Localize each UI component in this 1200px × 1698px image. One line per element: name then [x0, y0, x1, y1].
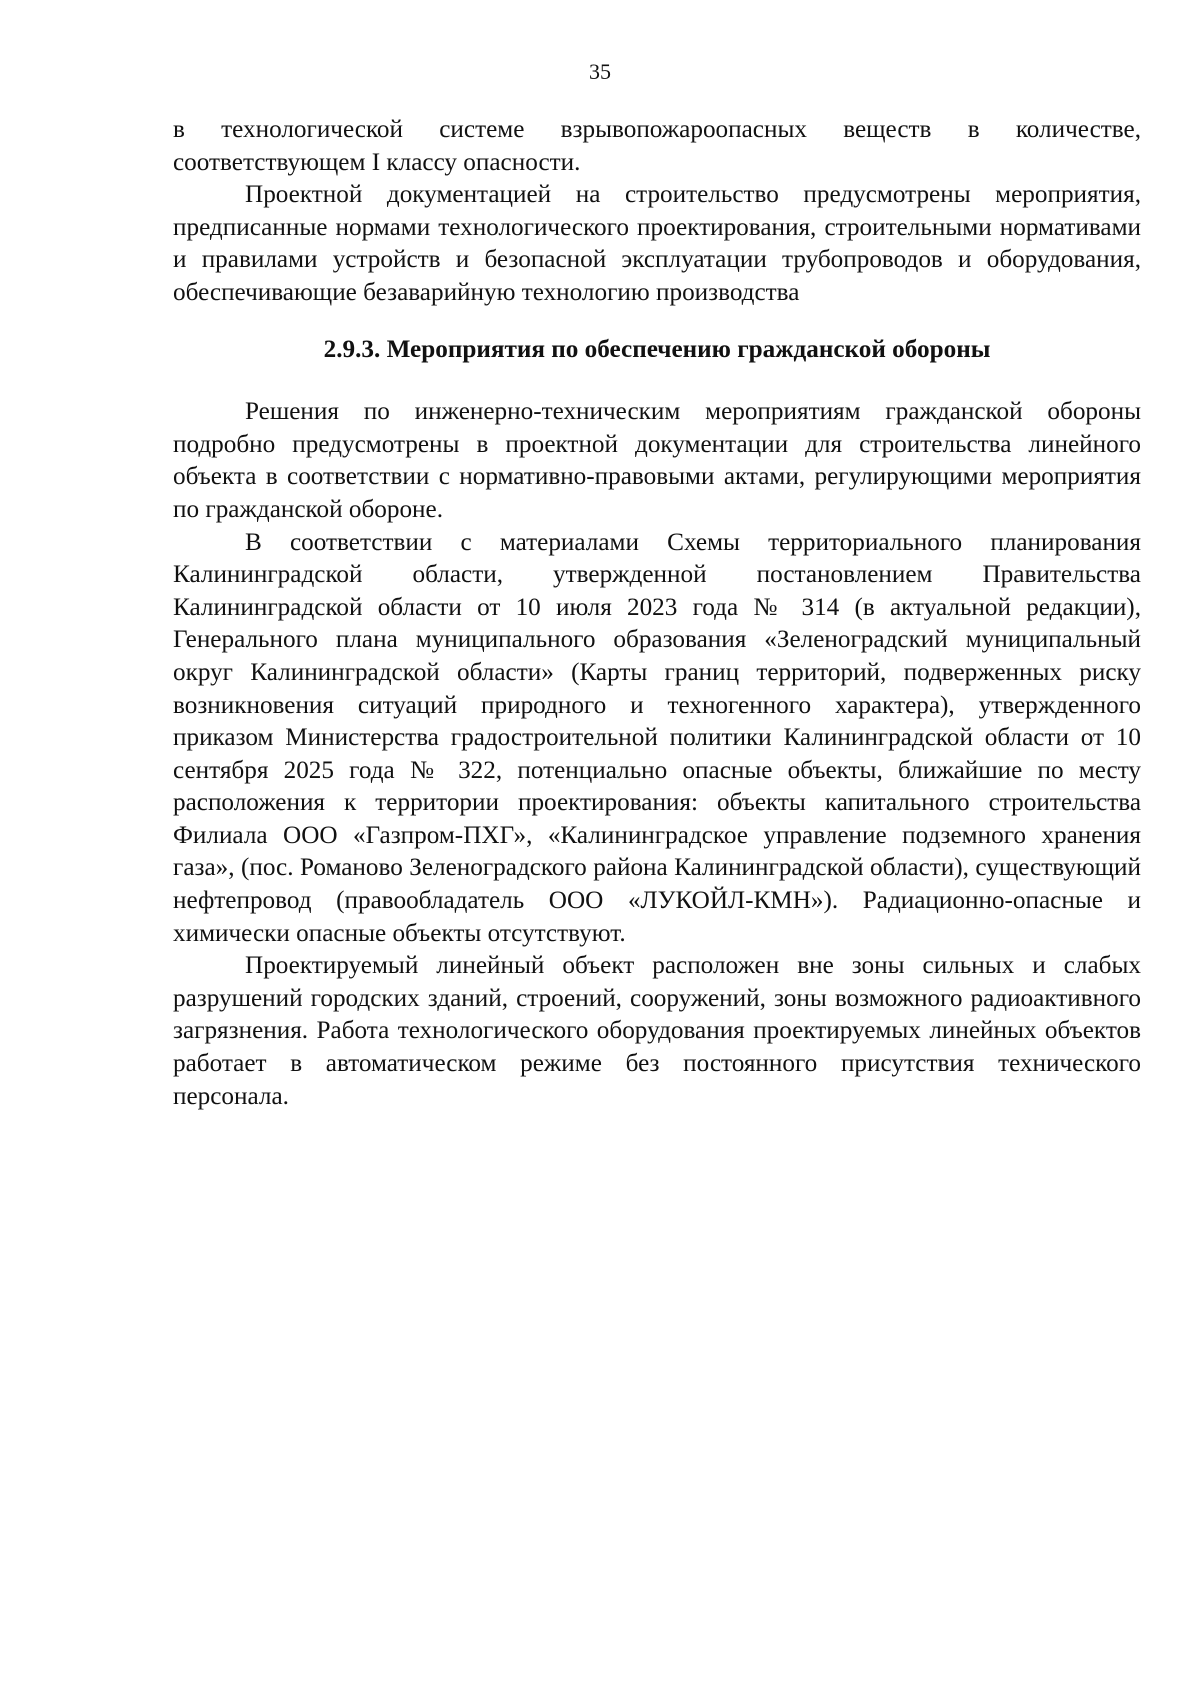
section-heading: 2.9.3. Мероприятия по обеспечению гражданской обороны [323, 335, 991, 363]
paragraph-design-measures: Проектной документацией на строительство предусмотрены мероприятия, предписанные нормами технологического проектирования, строительными нормативами и правилами устройств и безопасной эксплуатации трубопроводов и оборудования, обеспечивающие безаварийную технологию производства [173, 181, 1141, 306]
page-number: 35 [589, 59, 611, 84]
paragraph-civil-defense-solutions: Решения по инженерно-техническим мероприятиям гражданской обороны подробно предусмотрены в проектной документации для строительства линейного объекта в соответствии с нормативно-правовыми актами, регулирующими мероприятия по гражданской обороне. [173, 398, 1141, 523]
page-body [173, 114, 1141, 1113]
paragraph-hazardous-objects: В соответствии с материалами Схемы территориального планирования Калининградской области, утвержденной постановлением Правительства Калининградской области от 10 июля 2023 года № 314 (в актуальной редакции), Генерального плана муниципального образования «Зеленоградский муниципальный округ Калининградской области» (Карты границ территорий, подверженных риску возникновения ситуаций природного и техногенного характера), утвержденного приказом Министерства градостроительной политики Калининградской области от 10 сентября 2025 года № 322, потенциально опасные объекты, ближайшие по месту расположения к территории проектирования: объекты капитального строительства Филиала ООО «Газпром-ПХГ», «Калининградское управление подземного хранения газа», (пос. Романово Зеленоградского района Калининградской области), существующий нефтепровод (правообладатель ООО «ЛУКОЙЛ-КМН»). Радиационно-опасные и химически опасные объекты отсутствуют. [173, 528, 1141, 947]
paragraph-continuation: в технологической системе взрывопожароопасных веществ в количестве, соответствующем I классу опасности. [173, 116, 1141, 176]
paragraph-object-location: Проектируемый линейный объект расположен вне зоны сильных и слабых разрушений городских зданий, строений, сооружений, зоны возможного радиоактивного загрязнения. Работа технологического оборудования проектируемых линейных объектов работает в автоматическом режиме без постоянного присутствия технического персонала. [173, 952, 1141, 1110]
